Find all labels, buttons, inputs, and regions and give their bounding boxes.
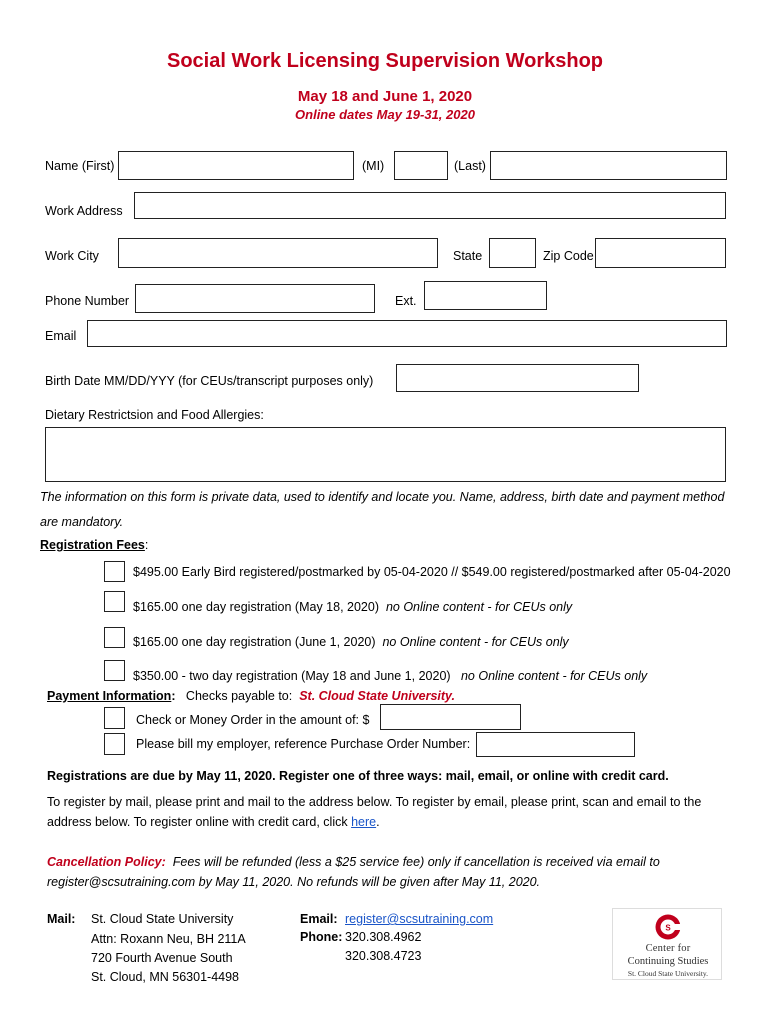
- logo-line-3: St. Cloud State University.: [627, 969, 709, 978]
- mail-address-line: St. Cloud State University: [91, 912, 234, 926]
- early-bird-option: $495.00 Early Bird registered/postmarked by 05-04-2020 // $549.00 registered/postmarked after 05-04-2020: [133, 565, 731, 579]
- middle-initial-field[interactable]: [394, 151, 448, 180]
- privacy-note: The information on this form is private data, used to identify and locate you. Name, address, birth date and payment method: [40, 490, 725, 504]
- last-name-label: (Last): [454, 159, 486, 173]
- two-day-option-text: $350.00 - two day registration (May 18 and June 1, 2020): [133, 669, 451, 683]
- work-address-label: Work Address: [45, 204, 123, 218]
- email-field[interactable]: [87, 320, 727, 347]
- contact-email-label: Email:: [300, 912, 338, 926]
- workshop-dates: May 18 and June 1, 2020: [297, 88, 473, 105]
- two-day-checkbox[interactable]: [104, 660, 125, 681]
- registration-heading: [40, 538, 148, 552]
- zip-code-field[interactable]: [595, 238, 726, 268]
- cancellation-text: Fees will be refunded (less a $25 service fee) only if cancellation is received via email to: [172, 855, 660, 869]
- contact-phone-2: 320.308.4723: [345, 949, 422, 963]
- june1-option-note: no Online content - for CEUs only: [382, 635, 569, 649]
- svg-text:S: S: [665, 923, 671, 933]
- last-name-field[interactable]: [490, 151, 727, 180]
- state-label: State: [453, 249, 483, 263]
- two-day-option-note: no Online content - for CEUs only: [460, 669, 648, 683]
- june1-option: [133, 635, 569, 649]
- two-day-option: [133, 669, 647, 683]
- privacy-note-cont: are mandatory.: [40, 515, 124, 529]
- work-city-field[interactable]: [118, 238, 438, 268]
- payment-heading: [47, 689, 455, 703]
- work-address-field[interactable]: [134, 192, 726, 219]
- first-name-field[interactable]: [118, 151, 354, 180]
- mail-address-line: Attn: Roxann Neu, BH 211A: [91, 932, 246, 946]
- cancellation-policy-cont: register@scsutraining.com by May 11, 2020. No refunds will be given after May 11, 2020.: [47, 875, 541, 889]
- instructions: To register by mail, please print and mail to the address below. To register by email, please print, scan and email to the: [47, 795, 702, 809]
- instructions-end: .: [376, 815, 380, 829]
- online-dates: Online dates May 19-31, 2020: [295, 107, 475, 122]
- center-continuing-studies-logo: [612, 908, 722, 980]
- early-bird-checkbox[interactable]: [104, 561, 125, 582]
- ext-label: Ext.: [395, 294, 417, 308]
- registration-heading-colon: :: [144, 538, 149, 552]
- register-online-link[interactable]: here: [351, 815, 377, 829]
- bill-employer-label: Please bill my employer, reference Purchase Order Number:: [136, 737, 471, 751]
- scsu-logo-icon: [651, 913, 685, 941]
- email-label: Email: [45, 329, 77, 343]
- check-amount-field[interactable]: [380, 704, 521, 730]
- birth-date-label: Birth Date MM/DD/YYY (for CEUs/transcript purposes only): [45, 374, 374, 388]
- june1-checkbox[interactable]: [104, 627, 125, 648]
- contact-email-link[interactable]: register@scsutraining.com: [345, 912, 494, 926]
- page-title: Social Work Licensing Supervision Workshop: [166, 50, 603, 72]
- contact-phone-label: Phone:: [300, 930, 343, 944]
- may18-option: [133, 600, 572, 614]
- may18-checkbox[interactable]: [104, 591, 125, 612]
- phone-label: Phone Number: [45, 294, 130, 308]
- may18-option-note: no Online content - for CEUs only: [385, 600, 573, 614]
- registration-heading-text: Registration Fees: [40, 538, 145, 552]
- mi-label: (MI): [362, 159, 385, 173]
- payee-name: St. Cloud State University.: [299, 689, 456, 703]
- check-money-order-label: Check or Money Order in the amount of: $: [136, 713, 370, 727]
- check-money-order-checkbox[interactable]: [104, 707, 125, 729]
- mail-address-line: St. Cloud, MN 56301-4498: [91, 970, 240, 984]
- mail-address-line: 720 Fourth Avenue South: [91, 951, 233, 965]
- june1-option-text: $165.00 one day registration (June 1, 2020): [133, 635, 376, 649]
- cancellation-policy: [47, 855, 660, 869]
- state-field[interactable]: [489, 238, 536, 268]
- name-first-label: Name (First): [45, 159, 115, 173]
- payment-heading-text: Payment Information: [47, 689, 172, 703]
- logo-line-1: Center for: [645, 943, 691, 954]
- phone-field[interactable]: [135, 284, 375, 313]
- payment-heading-colon: :: [171, 689, 176, 703]
- checks-payable-label: Checks payable to:: [185, 689, 293, 703]
- logo-line-2: Continuing Studies: [627, 956, 709, 967]
- due-notice: Registrations are due by May 11, 2020. Register one of three ways: mail, email, or online with credit card.: [47, 769, 669, 783]
- zip-code-label: Zip Code: [543, 249, 594, 263]
- dietary-field[interactable]: [45, 427, 726, 482]
- dietary-label: Dietary Restrictsion and Food Allergies:: [45, 408, 264, 422]
- birth-date-field[interactable]: [396, 364, 639, 392]
- contact-phone-1: 320.308.4962: [345, 930, 422, 944]
- ext-field[interactable]: [424, 281, 547, 310]
- may18-option-text: $165.00 one day registration (May 18, 2020): [133, 600, 379, 614]
- purchase-order-field[interactable]: [476, 732, 635, 757]
- instructions-cont: [47, 815, 380, 829]
- work-city-label: Work City: [45, 249, 99, 263]
- mail-label: Mail:: [47, 912, 76, 926]
- bill-employer-checkbox[interactable]: [104, 733, 125, 755]
- instructions-cont-text: address below. To register online with credit card, click: [47, 815, 348, 829]
- cancellation-label: Cancellation Policy:: [47, 855, 166, 869]
